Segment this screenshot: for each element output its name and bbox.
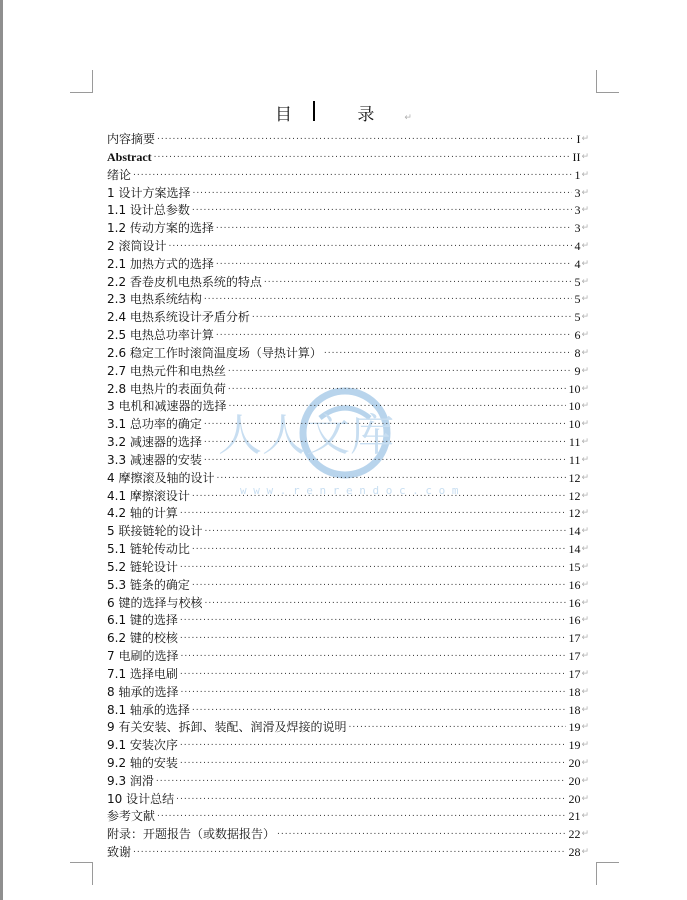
toc-entry[interactable] (107, 737, 589, 755)
toc-entry[interactable] (107, 238, 589, 256)
toc-entry-title: 3.2 减速器的选择 (107, 435, 202, 450)
toc-entry-title: 2.4 电热系统设计矛盾分析 (107, 310, 250, 325)
toc-entry-title: 绪论 (107, 167, 132, 182)
toc-entry[interactable] (107, 808, 589, 826)
toc-entry[interactable] (107, 452, 589, 470)
toc-entry[interactable] (107, 416, 589, 434)
toc-entry[interactable] (107, 719, 589, 737)
paragraph-mark-icon: ↵ (581, 472, 589, 483)
toc-entry-title: 5.3 链条的确定 (107, 577, 190, 592)
paragraph-mark-icon: ↵ (581, 383, 589, 394)
toc-leader-dots (204, 452, 567, 470)
toc-leader-dots (228, 381, 567, 399)
toc-entry-title: Abstract (107, 149, 152, 164)
toc-entry[interactable] (107, 684, 589, 702)
toc-entry[interactable] (107, 398, 589, 416)
paragraph-mark-icon: ↵ (581, 722, 589, 733)
toc-entry-page: 22 (568, 827, 581, 842)
toc-entry[interactable] (107, 666, 589, 684)
toc-leader-dots (157, 131, 574, 149)
toc-leader-dots (192, 488, 567, 506)
toc-leader-dots (228, 398, 566, 416)
toc-entry[interactable] (107, 826, 589, 844)
paragraph-mark-icon: ↵ (581, 223, 589, 234)
paragraph-mark-icon: ↵ (581, 793, 589, 804)
toc-entry[interactable] (107, 577, 589, 595)
toc-entry[interactable] (107, 595, 589, 613)
toc-entry-title: 1.2 传动方案的选择 (107, 221, 214, 236)
paragraph-mark-icon: ↵ (581, 668, 589, 679)
toc-entry-title: 2.3 电热系统结构 (107, 292, 202, 307)
toc-entry-page: 17 (568, 666, 581, 681)
toc-entry[interactable] (107, 612, 589, 630)
watermark-brand-text: 人人文库 (218, 410, 394, 461)
toc-entry-title: 参考文献 (107, 809, 156, 824)
toc-entry-title: 8.1 轴承的选择 (107, 702, 190, 717)
toc-entry-title: 2.8 电热片的表面负荷 (107, 381, 226, 396)
paragraph-mark-icon: ↵ (581, 508, 589, 519)
paragraph-mark-icon: ↵ (581, 347, 589, 358)
toc-entry-title: 4.1 摩擦滚设计 (107, 488, 190, 503)
toc-entry[interactable] (107, 630, 589, 648)
toc-entry-title: 2.7 电热元件和电热丝 (107, 363, 226, 378)
toc-entry-title: 内容摘要 (107, 132, 156, 147)
paragraph-mark-icon: ↵ (581, 615, 589, 626)
toc-entry-title: 附录：开题报告（或数据报告） (107, 827, 276, 842)
paragraph-mark-icon: ↵ (581, 544, 589, 555)
toc-entry-page: 4 (574, 238, 581, 253)
toc-entry-page: 20 (568, 791, 581, 806)
paragraph-mark-icon: ↵ (581, 829, 589, 840)
paragraph-mark-icon: ↵ (581, 276, 589, 287)
toc-entry-title: 2 滚筒设计 (107, 238, 167, 253)
toc-entry-page: 8 (574, 345, 581, 360)
toc-entry[interactable] (107, 488, 589, 506)
toc-entry-page: 17 (568, 631, 581, 646)
paragraph-mark-icon: ↵ (581, 330, 589, 341)
toc-entry[interactable] (107, 648, 589, 666)
toc-leader-dots (180, 666, 567, 684)
toc-entry[interactable] (107, 202, 589, 220)
toc-leader-dots (180, 612, 567, 630)
toc-entry[interactable] (107, 256, 589, 274)
toc-entry[interactable] (107, 844, 589, 862)
paragraph-mark-icon: ↵ (581, 205, 589, 216)
toc-entry-page: 6 (574, 328, 581, 343)
toc-entry[interactable] (107, 149, 589, 167)
margin-corner-bottom-right (596, 862, 619, 885)
toc-entry-title: 3 电机和减速器的选择 (107, 399, 227, 414)
toc-entry-page: 12 (568, 506, 581, 521)
toc-leader-dots (216, 470, 566, 488)
paragraph-mark-icon: ↵ (581, 686, 589, 697)
toc-leader-dots (133, 844, 566, 862)
paragraph-mark-icon: ↵ (581, 258, 589, 269)
toc-entry-title: 9.3 润滑 (107, 773, 154, 788)
toc-leader-dots (133, 167, 572, 185)
toc-entry-page: 28 (568, 845, 581, 860)
toc-entry-title: 5.2 链轮设计 (107, 559, 178, 574)
paragraph-mark-icon: ↵ (581, 561, 589, 572)
toc-entry-title: 6.2 键的校核 (107, 631, 178, 646)
toc-entry-title: 5.1 链轮传动比 (107, 542, 190, 557)
paragraph-mark-icon: ↵ (581, 134, 589, 145)
toc-entry-title: 致谢 (107, 845, 132, 860)
toc-entry-page: 10 (568, 417, 581, 432)
toc-entry-page: 18 (568, 702, 581, 717)
paragraph-mark-icon: ↵ (581, 365, 589, 376)
toc-leader-dots (192, 541, 567, 559)
toc-leader-dots (324, 345, 573, 363)
toc-leader-dots (192, 202, 573, 220)
toc-entry-page: 19 (568, 738, 581, 753)
toc-entry[interactable] (107, 131, 589, 149)
toc-entry-page: 16 (568, 613, 581, 628)
paragraph-mark-icon: ↵ (581, 847, 589, 858)
toc-entry[interactable] (107, 559, 589, 577)
paragraph-mark-icon: ↵ (581, 704, 589, 715)
toc-entry-page: 10 (568, 399, 581, 414)
toc-entry-title: 2.5 电热总功率计算 (107, 328, 214, 343)
toc-leader-dots (204, 434, 567, 452)
toc-entry-page: 14 (568, 524, 581, 539)
toc-entry-page: I (576, 132, 581, 147)
toc-entry[interactable] (107, 523, 589, 541)
toc-entry-title: 9.1 安装次序 (107, 738, 178, 753)
toc-entry-page: 1 (574, 167, 581, 182)
toc-leader-dots (180, 684, 566, 702)
toc-entry[interactable] (107, 791, 589, 809)
toc-leader-dots (180, 559, 567, 577)
paragraph-mark-icon: ↵ (581, 151, 589, 162)
toc-leader-dots (180, 648, 566, 666)
toc-entry-title: 9.2 轴的安装 (107, 756, 178, 770)
toc-entry-page: 17 (568, 649, 581, 664)
toc-leader-dots (204, 523, 566, 541)
page-title-text: 目 录 (275, 105, 405, 125)
toc-entry-page: 18 (568, 684, 581, 699)
toc-entry-title: 1.1 设计总参数 (107, 203, 190, 218)
toc-leader-dots (204, 416, 567, 434)
margin-corner-top-right (596, 70, 619, 93)
toc-leader-dots (180, 737, 567, 755)
toc-leader-dots (277, 826, 566, 844)
toc-entry[interactable] (107, 274, 589, 292)
paragraph-mark-icon: ↵ (581, 811, 589, 822)
toc-entry-page: 16 (568, 577, 581, 592)
paragraph-mark-icon: ↵ (581, 419, 589, 430)
toc-entry[interactable] (107, 755, 589, 773)
toc-entry-page: 4 (574, 256, 581, 271)
toc-entry-page: 11 (568, 452, 581, 467)
toc-leader-dots (252, 309, 573, 327)
toc-entry[interactable] (107, 167, 589, 185)
toc-entry-title: 3.1 总功率的确定 (107, 417, 202, 432)
toc-leader-dots (192, 702, 567, 720)
toc-entry[interactable] (107, 309, 589, 327)
paragraph-mark-icon: ↵ (581, 187, 589, 198)
toc-leader-dots (180, 630, 567, 648)
toc-leader-dots (216, 256, 573, 274)
margin-corner-bottom-left (70, 862, 93, 885)
toc-entry-title: 6 键的选择与校核 (107, 595, 203, 610)
paragraph-mark-icon: ↵ (581, 401, 589, 412)
paragraph-mark-icon: ↵ (581, 490, 589, 501)
toc-entry-title: 3.3 减速器的安装 (107, 452, 202, 467)
toc-entry-page: 20 (568, 773, 581, 788)
toc-entry-page: 15 (568, 559, 581, 574)
toc-entry-title: 10 设计总结 (107, 791, 175, 806)
toc-leader-dots (216, 327, 573, 345)
paragraph-mark-icon: ↵ (581, 240, 589, 251)
paragraph-mark-icon: ↵ (581, 651, 589, 662)
toc-leader-dots (204, 595, 566, 613)
paragraph-mark-icon: ↵ (581, 169, 589, 180)
toc-entry-page: 21 (568, 809, 581, 824)
toc-entry-page: 5 (574, 310, 581, 325)
paragraph-mark-icon: ↵ (581, 633, 589, 644)
toc-entry-page: 3 (574, 185, 581, 200)
toc-entry-title: 6.1 键的选择 (107, 613, 178, 628)
toc-entry-title: 8 轴承的选择 (107, 684, 179, 699)
toc-entry-title: 1 设计方案选择 (107, 185, 191, 200)
paragraph-mark-icon: ↵ (581, 437, 589, 448)
toc-leader-dots (192, 185, 572, 203)
toc-leader-dots (204, 291, 573, 309)
toc-entry[interactable] (107, 434, 589, 452)
toc-entry-page: 10 (568, 381, 581, 396)
toc-entry[interactable] (107, 184, 589, 202)
paragraph-mark-icon: ↵ (581, 312, 589, 323)
toc-entry-page: 14 (568, 542, 581, 557)
toc-entry-title: 2.2 香卷皮机电热系统的特点 (107, 274, 262, 289)
toc-entry-title: 4 摩擦滚及轴的设计 (107, 470, 215, 485)
toc-entry[interactable] (107, 327, 589, 345)
toc-entry[interactable] (107, 291, 589, 309)
toc-leader-dots (157, 808, 566, 826)
toc-entry-page: 5 (574, 292, 581, 307)
paragraph-mark-icon: ↵ (581, 775, 589, 786)
toc-entry[interactable] (107, 505, 589, 523)
toc-entry[interactable] (107, 470, 589, 488)
toc-leader-dots (168, 238, 572, 256)
toc-leader-dots (348, 719, 566, 737)
toc-entry-page: 3 (574, 203, 581, 218)
toc-entry-page: 9 (574, 363, 581, 378)
paragraph-mark-icon: ↵ (581, 454, 589, 465)
paragraph-mark-icon: ↵ (581, 597, 589, 608)
toc-leader-dots (156, 773, 567, 791)
toc-leader-dots (180, 505, 567, 523)
toc-entry-page: 19 (568, 720, 581, 735)
toc-entry-title: 7.1 选择电刷 (107, 666, 178, 681)
paragraph-mark-icon: ↵ (581, 740, 589, 751)
toc-entry-title: 7 电刷的选择 (107, 649, 179, 664)
toc-entry[interactable] (107, 220, 589, 238)
toc-entry-page: 16 (568, 595, 581, 610)
watermark-url-text: w w w . r e n r e n d o c . c o m (240, 484, 459, 497)
paragraph-mark-icon: ↵ (404, 113, 412, 123)
toc-entry-page: 12 (568, 470, 581, 485)
toc-entry-page: II (572, 149, 581, 164)
toc-entry[interactable] (107, 773, 589, 791)
toc-leader-dots (192, 577, 567, 595)
toc-entry-page: 5 (574, 274, 581, 289)
toc-entry-title: 4.2 轴的计算 (107, 506, 178, 521)
toc-entry[interactable] (107, 381, 589, 399)
table-of-contents (107, 131, 589, 862)
toc-entry[interactable] (107, 702, 589, 720)
toc-leader-dots (264, 274, 573, 292)
toc-entry[interactable] (107, 541, 589, 559)
paragraph-mark-icon: ↵ (581, 294, 589, 305)
toc-entry[interactable] (107, 345, 589, 363)
toc-entry[interactable] (107, 363, 589, 381)
paragraph-mark-icon: ↵ (581, 758, 589, 768)
toc-entry-title: 2.1 加热方式的选择 (107, 256, 214, 271)
page-edge (0, 0, 3, 900)
paragraph-mark-icon: ↵ (581, 526, 589, 537)
toc-entry-page: 12 (568, 488, 581, 503)
page-title[interactable] (0, 100, 687, 125)
toc-leader-dots (216, 220, 573, 238)
toc-entry-title: 9 有关安装、拆卸、装配、润滑及焊接的说明 (107, 720, 347, 735)
toc-leader-dots (180, 755, 567, 773)
toc-leader-dots (154, 149, 571, 167)
toc-entry-title: 5 联接链轮的设计 (107, 524, 203, 539)
toc-leader-dots (228, 363, 573, 381)
paragraph-mark-icon: ↵ (581, 579, 589, 590)
toc-leader-dots (176, 791, 566, 809)
toc-entry-page: 3 (574, 221, 581, 236)
toc-entry-title: 2.6 稳定工作时滚筒温度场（导热计算） (107, 345, 322, 360)
margin-corner-top-left (70, 70, 93, 93)
toc-entry-page: 20 (568, 756, 581, 770)
toc-entry-page: 11 (568, 435, 581, 450)
